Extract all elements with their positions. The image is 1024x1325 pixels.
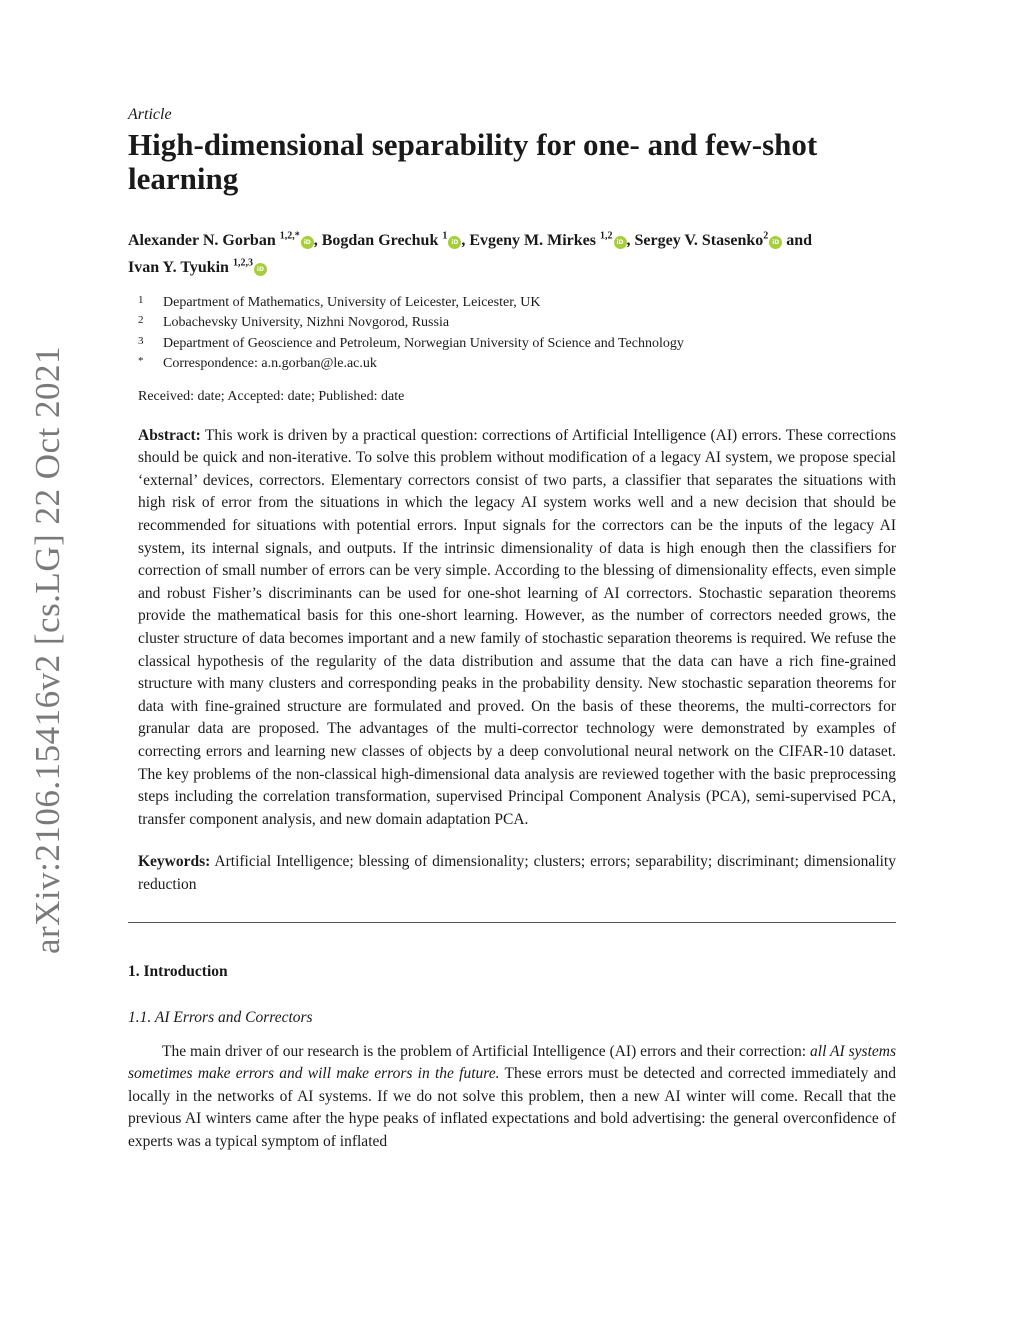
affiliation-mark: 3 [138, 334, 144, 347]
author-affil-sup: 1 [442, 231, 448, 242]
arxiv-stamp [28, 345, 68, 955]
intro-paragraph: The main driver of our research is the problem of Artificial Intelligence (AI) errors and their correction: all AI systems sometimes make errors and will make errors in the future. These errors must be detected and corrected immediately and locally in the networks of AI systems. If we do not solve this problem, then a new AI winter will come. Recall that the previous AI winters came after the hype peaks of inflated expectations and bold advertising: the general overconfidence of experts was a typical symptom of inflated [128, 1042, 896, 1150]
article-type: Article [128, 106, 172, 123]
affiliation-text: Department of Mathematics, University of Leicester, Leicester, UK [163, 294, 541, 310]
subsection-heading: 1.1. AI Errors and Correctors [128, 1008, 313, 1026]
orcid-icon[interactable]: iD [254, 263, 267, 276]
affiliation-text: Lobachevsky University, Nizhni Novgorod, Russia [163, 315, 450, 331]
affiliation-list [138, 293, 896, 375]
affiliation [138, 334, 896, 355]
affiliation-mark: * [138, 355, 144, 368]
author-affil-sup: 2 [763, 231, 769, 242]
affiliation-mark: 1 [138, 293, 144, 306]
abstract [138, 425, 896, 832]
orcid-icon[interactable]: iD [448, 236, 461, 249]
affiliation [138, 313, 896, 334]
correspondence [138, 354, 896, 375]
arxiv-stamp-text: arXiv:2106.15416v2 [cs.LG] 22 Oct 2021 [28, 345, 68, 955]
keywords [138, 851, 896, 896]
orcid-icon[interactable]: iD [301, 236, 314, 249]
abstract-label: Abstract: [138, 426, 201, 444]
author: Bogdan Grechuk $^1$iD , [321, 231, 470, 250]
orcid-icon[interactable]: iD [614, 236, 627, 249]
orcid-icon[interactable]: iD [769, 236, 782, 249]
author-affil-sup: 1,2 [600, 231, 613, 242]
paper-title: High-dimensional separability for one- and few-shot learning [128, 127, 818, 196]
publication-dates: Received: date; Accepted: date; Published: date [138, 388, 405, 404]
affiliation [138, 293, 896, 314]
author: Alexander N. Gorban $^{1,2,*}$iD , [128, 231, 322, 250]
author: Evgeny M. Mirkes $^{1,2}$iD , [469, 231, 635, 250]
author-affil-sup: 1,2,* [279, 231, 300, 242]
correspondence-text[interactable]: Correspondence: a.n.gorban@le.ac.uk [163, 356, 377, 372]
section-divider [128, 922, 896, 923]
affiliation-mark: 2 [138, 314, 144, 327]
author: Ivan Y. Tyukin $^{1,2,3}$iD [128, 259, 267, 276]
affiliation-text: Department of Geoscience and Petroleum, Norwegian University of Science and Technology [163, 335, 684, 351]
abstract-text: This work is driven by a practical question: corrections of Artificial Intelligence (AI) errors. These corrections should be quick and non-iterative. To solve this problem without modification of a legacy AI system, we propose special ‘external’ devices, correctors. Elementary correctors consist of two parts, a classifier that separates the situations with high risk of error from the situations in which the legacy AI system works well and a new decision that should be recommended for situations with potential errors. Input signals for the correctors can be the inputs of the legacy AI system, its internal signals, and outputs. If the intrinsic dimensionality of data is high enough then the classifiers for correction of small number of errors can be very simple. According to the blessing of dimensionality effects, even simple and robust Fisher’s discriminants can be used for one-shot learning of AI correctors. Stochastic separation theorems provide the mathematical basis for this one-short learning. However, as the number of correctors needed grows, the cluster structure of data becomes important and a new family of stochastic separation theorems is required. We refuse the classical hypothesis of the regularity of the data distribution and assume that the data can have a rich fine-grained structure with many clusters and corresponding peaks in the probability density. New stochastic separation theorems for data with fine-grained structure are formulated and proved. On the basis of these theorems, the multi-correctors for granular data are proposed. The advantages of the multi-corrector technology were demonstrated by examples of correcting errors and learning new classes of objects by a deep convolutional neural network on the CIFAR-10 dataset. The key problems of the non-classical high-dimensional data analysis are reviewed together with the basic preprocessing steps including the correlation transformation, supervised Principal Component Analysis (PCA), semi-supervised PCA, transfer component analysis, and new domain adaptation PCA. [138, 426, 896, 828]
paper-page [128, 106, 896, 1169]
author: Sergey V. Stasenko$^2$iD and [634, 231, 813, 250]
author-affil-sup: 1,2,3 [232, 257, 253, 269]
intro-emphasis: all AI systems sometimes make errors and will make errors in the future. [128, 1042, 896, 1083]
keywords-text: Artificial Intelligence; blessing of dimensionality; clusters; errors; separability; discriminant; dimensionality reduction [138, 853, 896, 893]
section-heading: 1. Introduction [128, 962, 228, 980]
keywords-label: Keywords: [138, 853, 211, 871]
author-list [128, 226, 896, 279]
